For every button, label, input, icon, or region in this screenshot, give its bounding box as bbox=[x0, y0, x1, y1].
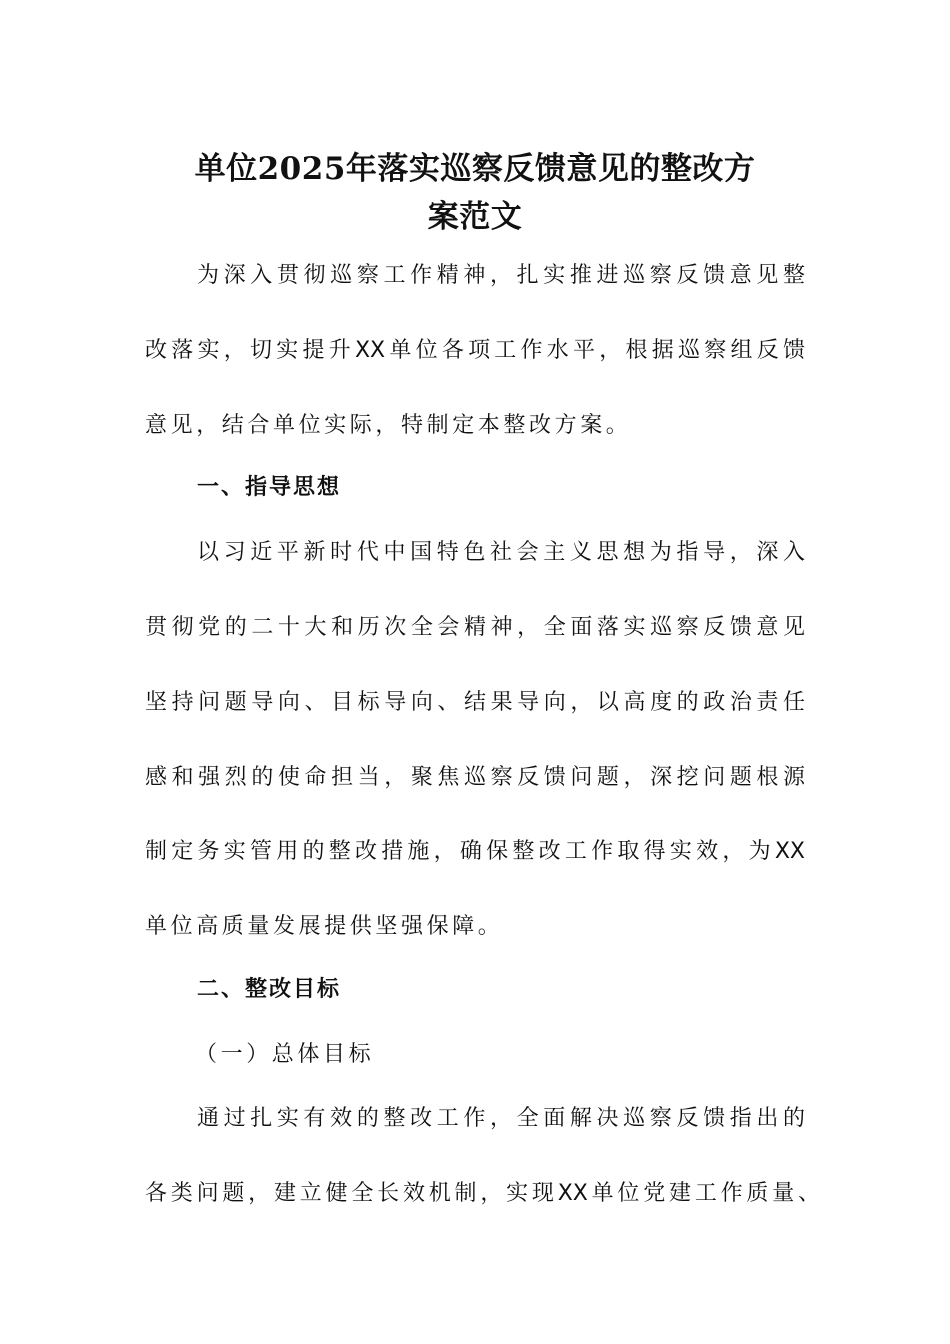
section-2-heading: 二、整改目标 bbox=[197, 977, 342, 1002]
intro-line-1: 为深入贯彻巡察工作精神，扎实推进巡察反馈意见整 bbox=[197, 263, 805, 288]
section-1-line-4: 感和强烈的使命担当，聚焦巡察反馈问题，深挖问题根源 bbox=[145, 765, 805, 790]
document-title-line-1: 单位2025年落实巡察反馈意见的整改方 bbox=[194, 151, 756, 187]
section-1-heading: 一、指导思想 bbox=[197, 475, 342, 500]
section-1-line-2: 贯彻党的二十大和历次全会精神，全面落实巡察反馈意见 bbox=[145, 615, 805, 640]
intro-line-3: 意见，结合单位实际，特制定本整改方案。 bbox=[145, 413, 632, 438]
subsection-1-line-1: 通过扎实有效的整改工作，全面解决巡察反馈指出的 bbox=[197, 1106, 805, 1131]
document-title-line-2: 案范文 bbox=[427, 199, 523, 235]
subsection-1-line-2: 各类问题，建立健全长效机制，实现XX单位党建工作质量、 bbox=[145, 1181, 820, 1206]
section-1-line-6: 单位高质量发展提供坚强保障。 bbox=[145, 914, 504, 939]
section-1-line-3: 坚持问题导向、目标导向、结果导向，以高度的政治责任 bbox=[145, 690, 805, 715]
section-1-line-5: 制定务实管用的整改措施，确保整改工作取得实效，为XX bbox=[145, 839, 805, 864]
intro-line-2: 改落实，切实提升XX单位各项工作水平，根据巡察组反馈 bbox=[145, 338, 805, 363]
section-1-line-1: 以习近平新时代中国特色社会主义思想为指导，深入 bbox=[197, 540, 805, 565]
subsection-1-heading: （一）总体目标 bbox=[195, 1042, 375, 1067]
